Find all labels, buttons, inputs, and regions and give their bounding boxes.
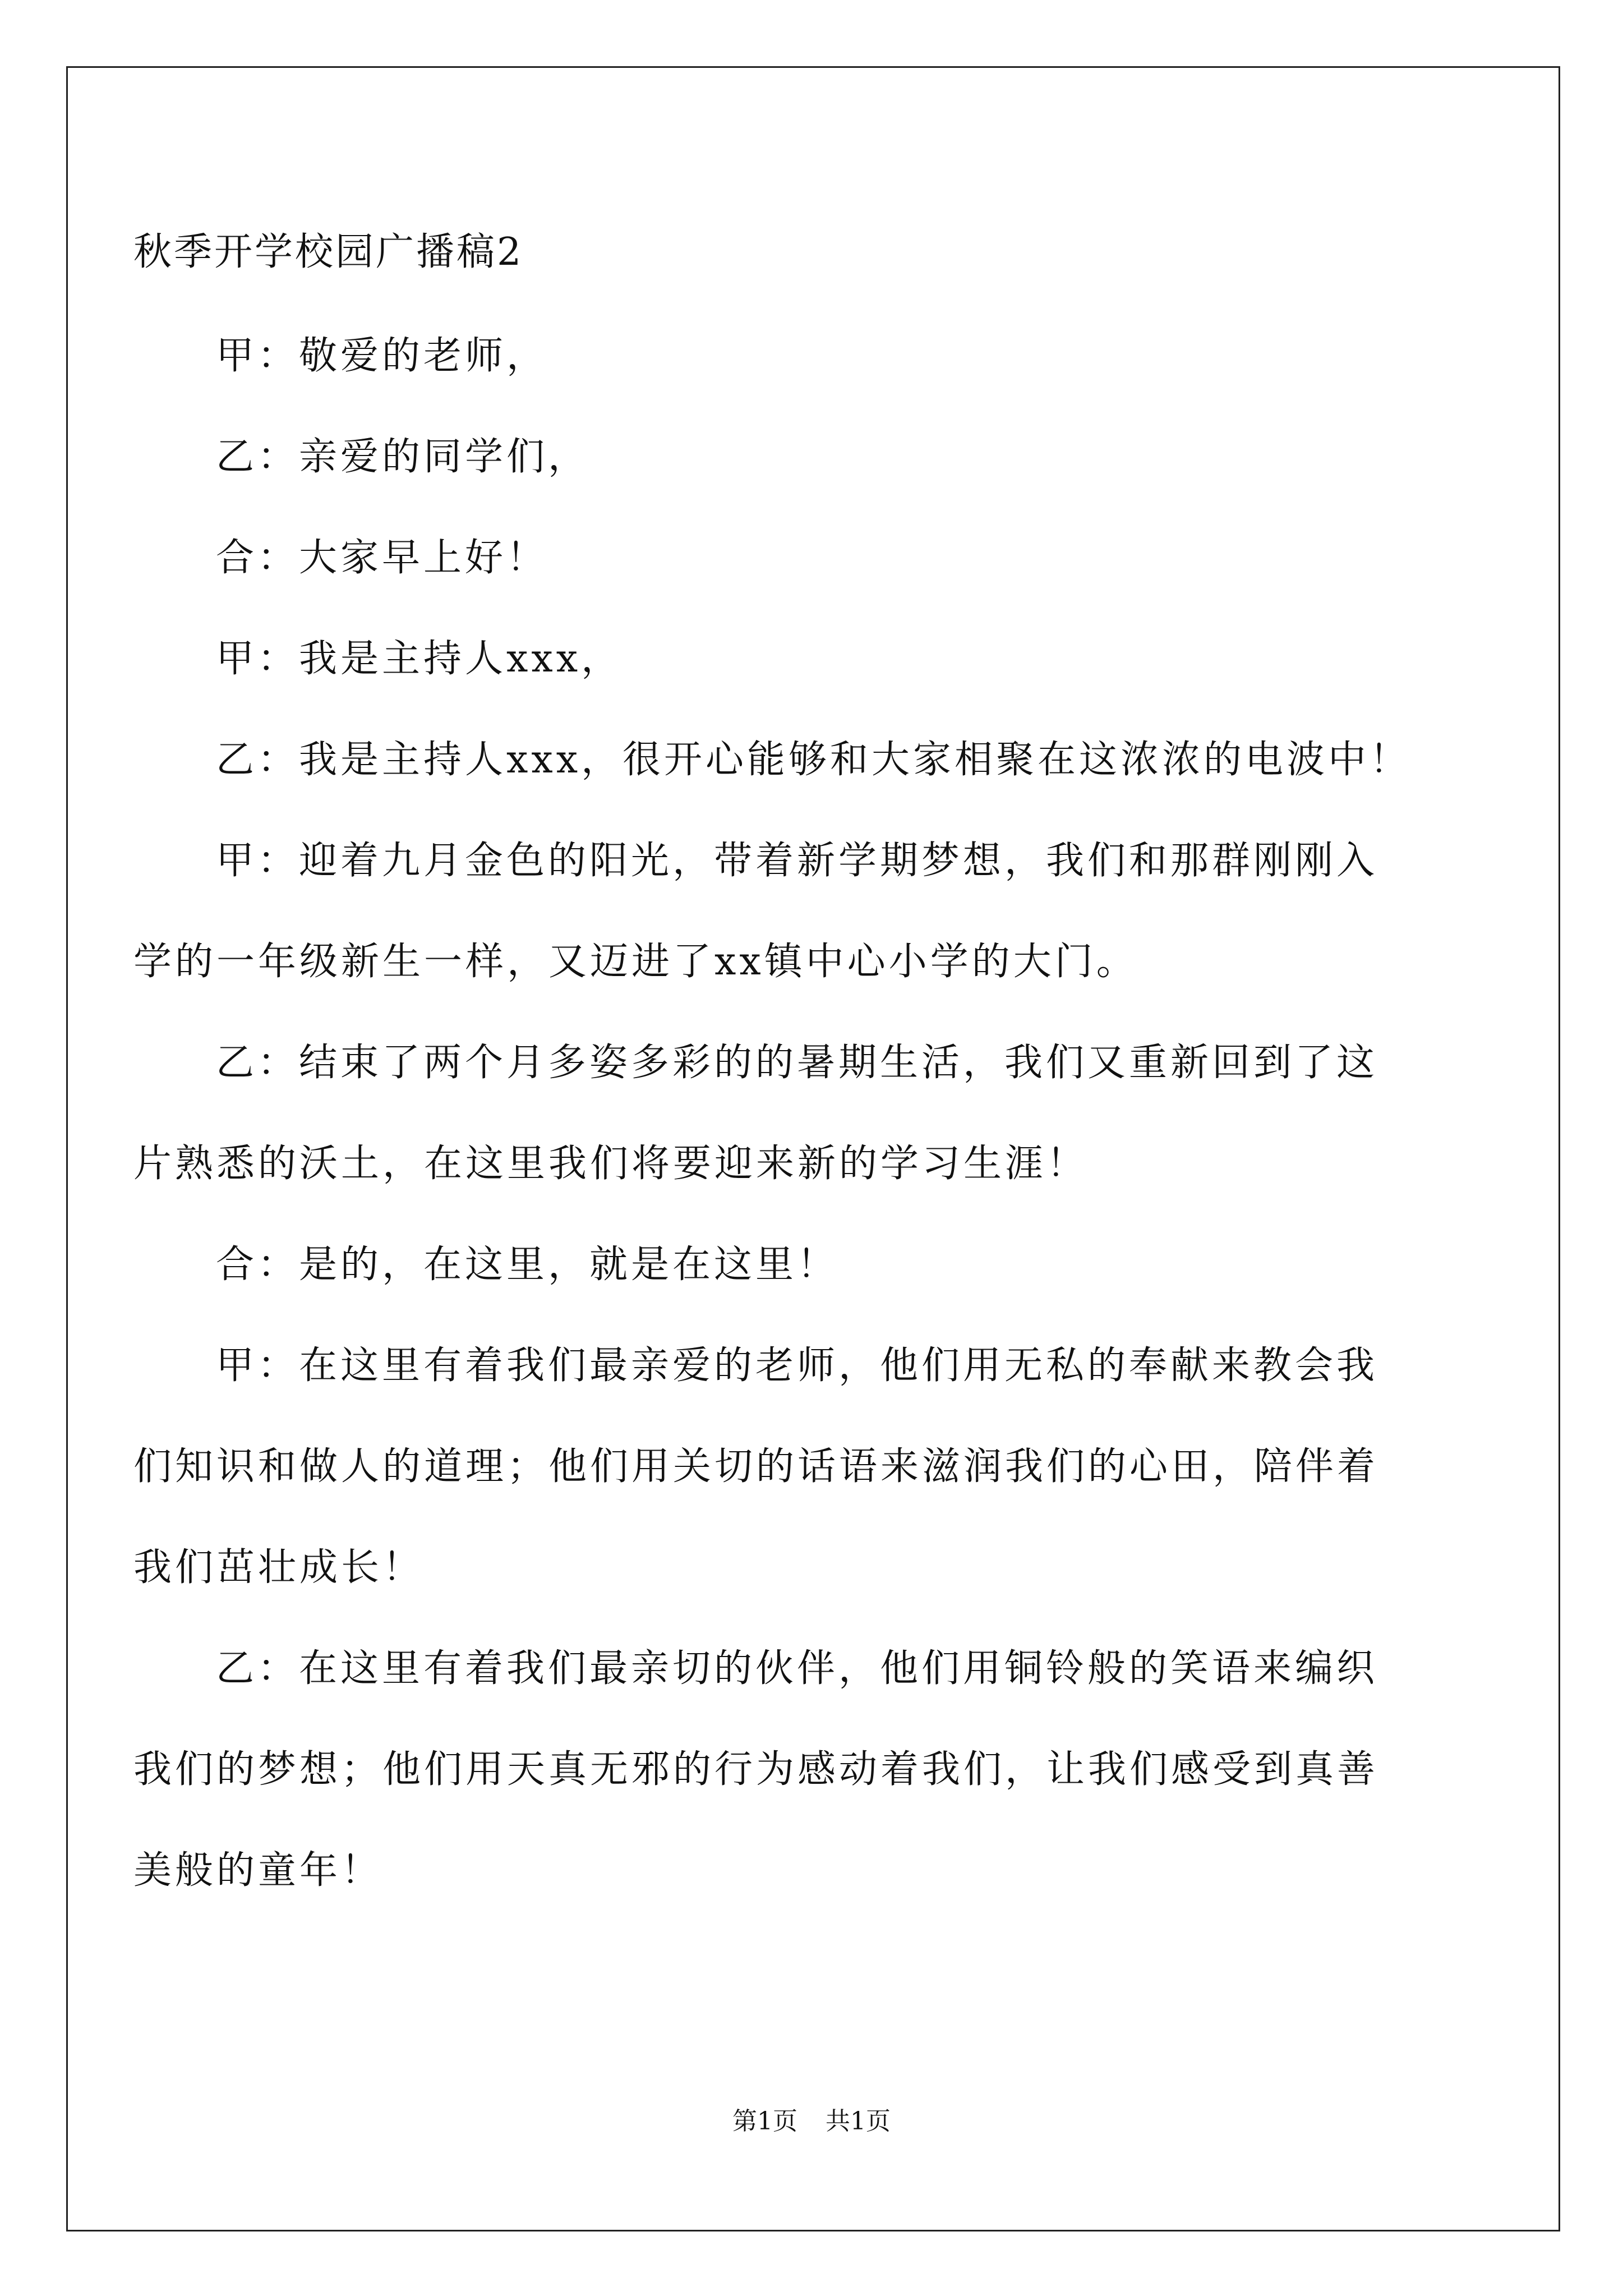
- paragraph-line-6: 甲：迎着九月金色的阳光，带着新学期梦想，我们和那群刚刚入: [216, 839, 1378, 883]
- paragraph-line-3: 合：大家早上好！: [216, 536, 548, 580]
- paragraph-line-16: 美般的童年！: [133, 1848, 383, 1893]
- paragraph-line-10: 合：是的，在这里，就是在这里！: [216, 1243, 839, 1287]
- page-total: 共1页: [826, 2107, 891, 2136]
- paragraph-line-5: 乙：我是主持人xxx，很开心能够和大家相聚在这浓浓的电波中！: [216, 738, 1412, 782]
- paragraph-line-15: 我们的梦想；他们用天真无邪的行为感动着我们，让我们感受到真善: [133, 1747, 1379, 1792]
- document-title: 秋季开学校园广播稿2: [133, 230, 524, 274]
- paragraph-line-9: 片熟悉的沃土，在这里我们将要迎来新的学习生涯！: [133, 1142, 1089, 1186]
- page-footer: [0, 2105, 1623, 2138]
- paragraph-line-1: 甲：敬爱的老师，: [216, 334, 548, 378]
- paragraph-line-8: 乙：结束了两个月多姿多彩的的暑期生活，我们又重新回到了这: [216, 1041, 1378, 1085]
- paragraph-line-4: 甲：我是主持人xxx，: [216, 637, 623, 681]
- paragraph-line-11: 甲：在这里有着我们最亲爱的老师，他们用无私的奉献来教会我: [216, 1343, 1378, 1388]
- paragraph-line-7: 学的一年级新生一样，又迈进了xx镇中心小学的大门。: [133, 940, 1138, 984]
- paragraph-line-14: 乙：在这里有着我们最亲切的伙伴，他们用铜铃般的笑语来编织: [216, 1646, 1378, 1691]
- page-number: 第1页: [732, 2107, 797, 2136]
- paragraph-line-2: 乙：亲爱的同学们，: [216, 435, 590, 479]
- paragraph-line-12: 们知识和做人的道理；他们用关切的话语来滋润我们的心田，陪伴着: [133, 1444, 1379, 1489]
- paragraph-line-13: 我们茁壮成长！: [133, 1545, 425, 1590]
